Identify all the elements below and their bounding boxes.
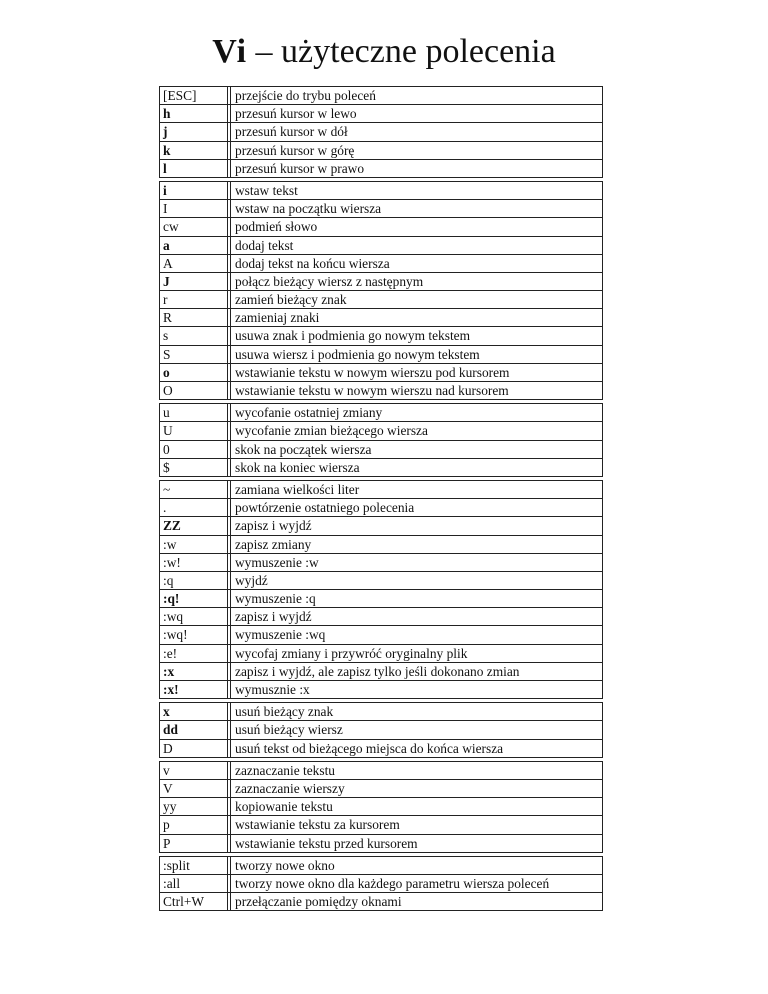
command-description: zamieniaj znaki xyxy=(235,310,320,326)
command-group xyxy=(159,86,603,178)
command-key: ~ xyxy=(163,481,171,497)
table-row xyxy=(160,272,602,290)
command-description: wstaw tekst xyxy=(235,182,298,198)
command-key: $ xyxy=(163,459,170,475)
command-description: przesuń kursor w górę xyxy=(235,142,355,158)
table-row xyxy=(160,141,602,159)
command-key: :x xyxy=(163,663,175,679)
table-row xyxy=(160,739,602,757)
command-key: :q! xyxy=(163,591,180,607)
table-row xyxy=(160,797,602,815)
command-key: :wq! xyxy=(163,627,188,643)
command-key: O xyxy=(163,383,173,398)
command-key: ZZ xyxy=(163,518,181,534)
command-key: V xyxy=(163,780,173,796)
table-row xyxy=(160,892,602,910)
command-key: a xyxy=(163,237,170,253)
table-row xyxy=(160,857,602,874)
command-key: i xyxy=(163,182,167,198)
command-key: :q xyxy=(163,572,174,588)
command-key: :wq xyxy=(163,609,184,625)
command-description: tworzy nowe okno xyxy=(235,857,335,873)
command-description: wstawianie tekstu przed kursorem xyxy=(235,835,418,851)
table-row xyxy=(160,290,602,308)
command-key: p xyxy=(163,817,170,833)
command-description: zamiana wielkości liter xyxy=(235,481,360,497)
command-key: 0 xyxy=(163,441,170,457)
table-row xyxy=(160,254,602,272)
table-row xyxy=(160,720,602,738)
command-key: l xyxy=(163,160,167,176)
command-key: h xyxy=(163,106,171,122)
table-row xyxy=(160,815,602,833)
command-key: U xyxy=(163,423,173,439)
command-description: przełączanie pomiędzy oknami xyxy=(235,894,402,910)
table-row xyxy=(160,122,602,140)
command-group xyxy=(159,480,603,699)
command-description: zamień bieżący znak xyxy=(235,292,347,308)
command-key: I xyxy=(163,201,168,217)
command-description: usuwa wiersz i podmienia go nowym tekstem xyxy=(235,346,480,362)
command-group xyxy=(159,761,603,853)
table-row xyxy=(160,571,602,589)
command-key: k xyxy=(163,142,171,158)
table-row xyxy=(160,874,602,892)
command-description: wstawianie tekstu w nowym wierszu nad kursorem xyxy=(235,383,509,398)
command-description: przesuń kursor w prawo xyxy=(235,160,365,176)
table-row xyxy=(160,199,602,217)
command-description: zaznaczanie tekstu xyxy=(235,762,335,778)
command-group xyxy=(159,181,603,400)
command-description: usuń bieżący wiersz xyxy=(235,722,343,738)
command-description: zaznaczanie wierszy xyxy=(235,780,345,796)
table-row xyxy=(160,498,602,516)
command-key: :w xyxy=(163,536,177,552)
table-row xyxy=(160,159,602,177)
command-description: wymuszenie :w xyxy=(235,554,319,570)
command-key: :all xyxy=(163,875,181,891)
table-row xyxy=(160,326,602,344)
table-row xyxy=(160,680,602,698)
table-row xyxy=(160,236,602,254)
command-key: S xyxy=(163,346,171,362)
command-description: kopiowanie tekstu xyxy=(235,799,333,815)
command-key: v xyxy=(163,762,170,778)
table-row xyxy=(160,404,602,421)
command-key: yy xyxy=(163,799,177,815)
command-table xyxy=(159,86,603,914)
table-row xyxy=(160,535,602,553)
command-key: :w! xyxy=(163,554,181,570)
table-row xyxy=(160,834,602,852)
title-vi: Vi xyxy=(212,33,248,70)
table-row xyxy=(160,607,602,625)
command-description: wstawianie tekstu w nowym wierszu pod kursorem xyxy=(235,364,510,380)
command-description: usuń tekst od bieżącego miejsca do końca wiersza xyxy=(235,740,504,756)
command-description: usuwa znak i podmienia go nowym tekstem xyxy=(235,328,471,344)
command-description: wycofaj zmiany i przywróć oryginalny plik xyxy=(235,645,468,661)
table-row xyxy=(160,703,602,720)
command-description: przesuń kursor w lewo xyxy=(235,106,357,122)
command-description: podmień słowo xyxy=(235,219,318,235)
command-description: zapisz zmiany xyxy=(235,536,312,552)
command-description: połącz bieżący wiersz z następnym xyxy=(235,273,424,289)
table-row xyxy=(160,363,602,381)
command-group xyxy=(159,702,603,758)
table-row xyxy=(160,87,602,104)
command-key: :x! xyxy=(163,682,179,697)
table-row xyxy=(160,104,602,122)
command-key: J xyxy=(163,273,170,289)
command-description: zapisz i wyjdź xyxy=(235,518,312,534)
command-description: wstaw na początku wiersza xyxy=(235,201,382,217)
table-row xyxy=(160,553,602,571)
command-key: u xyxy=(163,405,170,421)
command-group xyxy=(159,403,603,477)
table-row xyxy=(160,440,602,458)
command-description: wymuszenie :q xyxy=(235,591,316,607)
command-description: wyjdź xyxy=(235,572,268,588)
table-row xyxy=(160,345,602,363)
command-key: :e! xyxy=(163,645,178,661)
table-row xyxy=(160,644,602,662)
command-description: wycofanie ostatniej zmiany xyxy=(235,405,383,421)
command-key: D xyxy=(163,740,173,756)
command-key: R xyxy=(163,310,172,326)
table-row xyxy=(160,421,602,439)
table-row xyxy=(160,662,602,680)
command-description: wymusznie :x xyxy=(235,682,310,697)
command-description: przejście do trybu poleceń xyxy=(235,88,376,103)
table-row xyxy=(160,308,602,326)
command-description: tworzy nowe okno dla każdego parametru wiersza poleceń xyxy=(235,875,550,891)
table-row xyxy=(160,381,602,399)
command-key: r xyxy=(163,292,168,308)
command-key: cw xyxy=(163,219,179,235)
command-description: zapisz i wyjdź, ale zapisz tylko jeśli dokonano zmian xyxy=(235,663,520,679)
command-key: :split xyxy=(163,857,190,873)
command-group xyxy=(159,856,603,912)
table-row xyxy=(160,589,602,607)
command-description: dodaj tekst na końcu wiersza xyxy=(235,255,390,271)
command-key: [ESC] xyxy=(163,88,197,103)
command-description: usuń bieżący znak xyxy=(235,704,334,720)
command-key: s xyxy=(163,328,169,344)
page-title xyxy=(0,30,768,74)
table-row xyxy=(160,516,602,534)
command-description: przesuń kursor w dół xyxy=(235,124,348,140)
table-row xyxy=(160,625,602,643)
table-row xyxy=(160,458,602,476)
table-row xyxy=(160,481,602,498)
title-rest: – użyteczne polecenia xyxy=(247,33,556,70)
command-description: wstawianie tekstu za kursorem xyxy=(235,817,400,833)
command-description: zapisz i wyjdź xyxy=(235,609,312,625)
command-key: Ctrl+W xyxy=(163,894,205,910)
command-key: dd xyxy=(163,722,178,738)
command-key: P xyxy=(163,835,171,851)
table-row xyxy=(160,779,602,797)
command-key: A xyxy=(163,255,173,271)
table-row xyxy=(160,182,602,199)
table-row xyxy=(160,217,602,235)
command-description: powtórzenie ostatniego polecenia xyxy=(235,500,415,516)
command-key: j xyxy=(163,124,168,140)
command-description: wymuszenie :wq xyxy=(235,627,326,643)
command-description: dodaj tekst xyxy=(235,237,294,253)
command-description: skok na początek wiersza xyxy=(235,441,372,457)
command-description: wycofanie zmian bieżącego wiersza xyxy=(235,423,428,439)
table-row xyxy=(160,762,602,779)
command-description: skok na koniec wiersza xyxy=(235,459,360,475)
command-key: x xyxy=(163,704,170,720)
command-key: o xyxy=(163,364,170,380)
command-key: . xyxy=(163,500,167,516)
